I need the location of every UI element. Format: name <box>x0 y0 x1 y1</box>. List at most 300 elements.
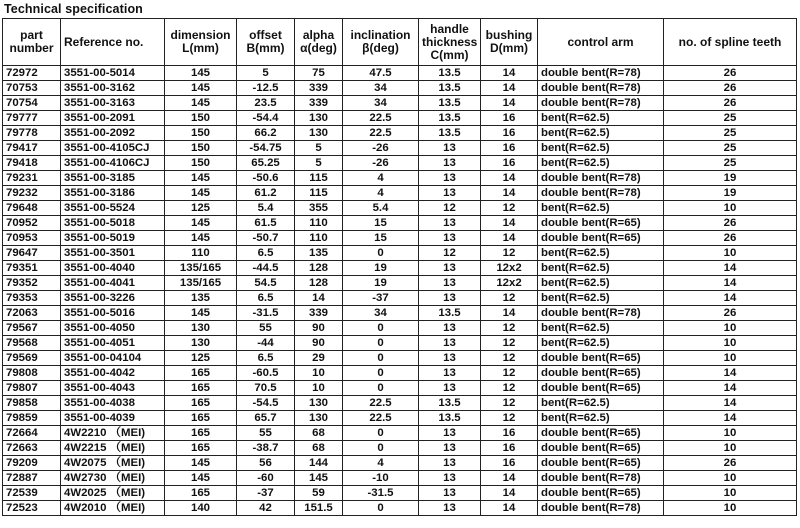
cell-dimension: 145 <box>165 81 237 96</box>
table-row <box>3 501 797 516</box>
cell-dimension: 135/165 <box>165 276 237 291</box>
cell-reference-no: 3551-00-5018 <box>61 216 165 231</box>
cell-alpha: 115 <box>295 186 343 201</box>
cell-control-arm: double bent(R=78) <box>538 471 664 486</box>
cell-inclination: 19 <box>343 261 419 276</box>
cell-dimension: 145 <box>165 216 237 231</box>
cell-alpha: 110 <box>295 231 343 246</box>
cell-inclination: 0 <box>343 426 419 441</box>
table-row <box>3 426 797 441</box>
cell-bushing: 14 <box>481 81 538 96</box>
cell-part-number: 79351 <box>3 261 61 276</box>
cell-alpha: 144 <box>295 456 343 471</box>
header-inclination: inclination β(deg) <box>343 19 419 66</box>
cell-handle-thickness: 13 <box>419 426 481 441</box>
cell-handle-thickness: 13 <box>419 381 481 396</box>
cell-part-number: 70753 <box>3 81 61 96</box>
cell-inclination: 0 <box>343 381 419 396</box>
cell-alpha: 110 <box>295 216 343 231</box>
table-row <box>3 276 797 291</box>
cell-offset: 5 <box>237 66 295 81</box>
header-spline-teeth: no. of spline teeth <box>664 19 797 66</box>
header-alpha: alpha α(deg) <box>295 19 343 66</box>
cell-bushing: 12 <box>481 246 538 261</box>
cell-reference-no: 3551-00-04104 <box>61 351 165 366</box>
cell-reference-no: 3551-00-2092 <box>61 126 165 141</box>
cell-inclination: 0 <box>343 336 419 351</box>
cell-reference-no: 3551-00-3226 <box>61 291 165 306</box>
cell-part-number: 79209 <box>3 456 61 471</box>
cell-offset: -54.4 <box>237 111 295 126</box>
cell-reference-no: 3551-00-3163 <box>61 96 165 111</box>
cell-reference-no: 3551-00-3162 <box>61 81 165 96</box>
cell-reference-no: 3551-00-5014 <box>61 66 165 81</box>
cell-spline-teeth: 25 <box>664 156 797 171</box>
cell-spline-teeth: 26 <box>664 231 797 246</box>
cell-control-arm: double bent(R=78) <box>538 66 664 81</box>
cell-offset: 61.2 <box>237 186 295 201</box>
cell-dimension: 145 <box>165 471 237 486</box>
table-row <box>3 366 797 381</box>
cell-handle-thickness: 13 <box>419 471 481 486</box>
cell-reference-no: 4W2730 （MEI) <box>61 471 165 486</box>
cell-bushing: 16 <box>481 111 538 126</box>
cell-spline-teeth: 25 <box>664 111 797 126</box>
cell-spline-teeth: 10 <box>664 321 797 336</box>
cell-reference-no: 3551-00-3185 <box>61 171 165 186</box>
table-row <box>3 306 797 321</box>
cell-handle-thickness: 12 <box>419 246 481 261</box>
cell-handle-thickness: 13 <box>419 216 481 231</box>
table-row <box>3 486 797 501</box>
cell-dimension: 165 <box>165 381 237 396</box>
cell-handle-thickness: 13.5 <box>419 411 481 426</box>
cell-spline-teeth: 14 <box>664 276 797 291</box>
cell-offset: -31.5 <box>237 306 295 321</box>
cell-dimension: 165 <box>165 396 237 411</box>
cell-bushing: 12x2 <box>481 276 538 291</box>
cell-inclination: 0 <box>343 366 419 381</box>
cell-bushing: 12 <box>481 366 538 381</box>
cell-offset: 61.5 <box>237 216 295 231</box>
cell-spline-teeth: 10 <box>664 471 797 486</box>
cell-alpha: 339 <box>295 96 343 111</box>
cell-handle-thickness: 13.5 <box>419 306 481 321</box>
cell-inclination: 22.5 <box>343 126 419 141</box>
cell-bushing: 14 <box>481 306 538 321</box>
cell-offset: 5.4 <box>237 201 295 216</box>
cell-handle-thickness: 13.5 <box>419 96 481 111</box>
cell-offset: -60 <box>237 471 295 486</box>
cell-control-arm: bent(R=62.5) <box>538 201 664 216</box>
cell-reference-no: 3551-00-4050 <box>61 321 165 336</box>
cell-part-number: 79777 <box>3 111 61 126</box>
cell-spline-teeth: 19 <box>664 171 797 186</box>
cell-offset: 55 <box>237 426 295 441</box>
cell-control-arm: bent(R=62.5) <box>538 321 664 336</box>
cell-inclination: 22.5 <box>343 411 419 426</box>
cell-spline-teeth: 14 <box>664 366 797 381</box>
cell-bushing: 16 <box>481 426 538 441</box>
cell-spline-teeth: 25 <box>664 126 797 141</box>
cell-bushing: 16 <box>481 456 538 471</box>
cell-part-number: 70953 <box>3 231 61 246</box>
cell-reference-no: 3551-00-4043 <box>61 381 165 396</box>
cell-inclination: 0 <box>343 441 419 456</box>
cell-inclination: -26 <box>343 156 419 171</box>
cell-offset: 66.2 <box>237 126 295 141</box>
cell-inclination: 4 <box>343 171 419 186</box>
cell-bushing: 12 <box>481 396 538 411</box>
cell-spline-teeth: 14 <box>664 396 797 411</box>
table-row <box>3 216 797 231</box>
cell-spline-teeth: 10 <box>664 501 797 516</box>
cell-spline-teeth: 26 <box>664 456 797 471</box>
cell-inclination: 47.5 <box>343 66 419 81</box>
table-body <box>3 66 797 516</box>
cell-alpha: 130 <box>295 396 343 411</box>
cell-control-arm: bent(R=62.5) <box>538 396 664 411</box>
cell-control-arm: bent(R=62.5) <box>538 276 664 291</box>
cell-spline-teeth: 14 <box>664 411 797 426</box>
cell-bushing: 16 <box>481 441 538 456</box>
cell-reference-no: 3551-00-4041 <box>61 276 165 291</box>
cell-control-arm: bent(R=62.5) <box>538 261 664 276</box>
cell-control-arm: double bent(R=65) <box>538 366 664 381</box>
cell-bushing: 14 <box>481 471 538 486</box>
cell-handle-thickness: 13 <box>419 171 481 186</box>
cell-offset: -60.5 <box>237 366 295 381</box>
cell-spline-teeth: 10 <box>664 201 797 216</box>
cell-inclination: -10 <box>343 471 419 486</box>
cell-dimension: 165 <box>165 441 237 456</box>
cell-dimension: 135 <box>165 291 237 306</box>
table-row <box>3 231 797 246</box>
cell-control-arm: double bent(R=65) <box>538 216 664 231</box>
cell-reference-no: 3551-00-4051 <box>61 336 165 351</box>
cell-reference-no: 3551-00-5016 <box>61 306 165 321</box>
cell-offset: 54.5 <box>237 276 295 291</box>
cell-spline-teeth: 26 <box>664 306 797 321</box>
cell-bushing: 12x2 <box>481 261 538 276</box>
table-row <box>3 201 797 216</box>
table-row <box>3 411 797 426</box>
cell-part-number: 79648 <box>3 201 61 216</box>
cell-bushing: 16 <box>481 141 538 156</box>
cell-inclination: 0 <box>343 351 419 366</box>
cell-offset: -50.6 <box>237 171 295 186</box>
header-bushing: bushing D(mm) <box>481 19 538 66</box>
cell-reference-no: 4W2210 （MEI) <box>61 426 165 441</box>
header-row <box>3 19 797 66</box>
cell-part-number: 79808 <box>3 366 61 381</box>
cell-bushing: 12 <box>481 201 538 216</box>
cell-inclination: 15 <box>343 231 419 246</box>
cell-alpha: 130 <box>295 411 343 426</box>
cell-inclination: 5.4 <box>343 201 419 216</box>
cell-bushing: 14 <box>481 216 538 231</box>
header-part-number: part number <box>3 19 61 66</box>
cell-spline-teeth: 10 <box>664 336 797 351</box>
table-row <box>3 81 797 96</box>
cell-inclination: 34 <box>343 306 419 321</box>
cell-reference-no: 4W2010 （MEI) <box>61 501 165 516</box>
cell-part-number: 79778 <box>3 126 61 141</box>
cell-control-arm: bent(R=62.5) <box>538 336 664 351</box>
cell-offset: 56 <box>237 456 295 471</box>
table-row <box>3 351 797 366</box>
cell-handle-thickness: 13.5 <box>419 66 481 81</box>
header-offset: offset B(mm) <box>237 19 295 66</box>
cell-part-number: 79418 <box>3 156 61 171</box>
table-row <box>3 291 797 306</box>
cell-handle-thickness: 13.5 <box>419 126 481 141</box>
table-row <box>3 396 797 411</box>
cell-handle-thickness: 13.5 <box>419 111 481 126</box>
table-row <box>3 471 797 486</box>
header-dimension: dimension L(mm) <box>165 19 237 66</box>
cell-handle-thickness: 13.5 <box>419 81 481 96</box>
cell-handle-thickness: 12 <box>419 201 481 216</box>
cell-part-number: 79231 <box>3 171 61 186</box>
cell-control-arm: double bent(R=65) <box>538 456 664 471</box>
cell-part-number: 72063 <box>3 306 61 321</box>
cell-dimension: 130 <box>165 336 237 351</box>
cell-inclination: -37 <box>343 291 419 306</box>
cell-reference-no: 3551-00-4042 <box>61 366 165 381</box>
cell-handle-thickness: 13 <box>419 186 481 201</box>
cell-control-arm: double bent(R=65) <box>538 351 664 366</box>
cell-inclination: 22.5 <box>343 396 419 411</box>
cell-handle-thickness: 13 <box>419 336 481 351</box>
cell-part-number: 72539 <box>3 486 61 501</box>
cell-control-arm: double bent(R=65) <box>538 381 664 396</box>
cell-offset: 42 <box>237 501 295 516</box>
cell-control-arm: double bent(R=78) <box>538 501 664 516</box>
cell-bushing: 16 <box>481 126 538 141</box>
header-handle-thickness: handle thickness C(mm) <box>419 19 481 66</box>
cell-spline-teeth: 10 <box>664 351 797 366</box>
cell-spline-teeth: 14 <box>664 381 797 396</box>
table-row <box>3 156 797 171</box>
cell-offset: 6.5 <box>237 291 295 306</box>
cell-reference-no: 3551-00-4105CJ <box>61 141 165 156</box>
cell-inclination: -31.5 <box>343 486 419 501</box>
cell-bushing: 14 <box>481 231 538 246</box>
cell-handle-thickness: 13 <box>419 501 481 516</box>
cell-handle-thickness: 13 <box>419 456 481 471</box>
cell-control-arm: double bent(R=65) <box>538 486 664 501</box>
cell-offset: 55 <box>237 321 295 336</box>
table-row <box>3 171 797 186</box>
cell-part-number: 79417 <box>3 141 61 156</box>
cell-reference-no: 3551-00-4040 <box>61 261 165 276</box>
cell-offset: -38.7 <box>237 441 295 456</box>
cell-reference-no: 3551-00-4038 <box>61 396 165 411</box>
cell-part-number: 79647 <box>3 246 61 261</box>
cell-alpha: 128 <box>295 261 343 276</box>
cell-alpha: 339 <box>295 306 343 321</box>
cell-dimension: 165 <box>165 366 237 381</box>
cell-handle-thickness: 13 <box>419 141 481 156</box>
cell-offset: -54.5 <box>237 396 295 411</box>
cell-handle-thickness: 13 <box>419 366 481 381</box>
cell-alpha: 14 <box>295 291 343 306</box>
cell-inclination: 0 <box>343 501 419 516</box>
cell-dimension: 135/165 <box>165 261 237 276</box>
cell-inclination: 34 <box>343 81 419 96</box>
cell-spline-teeth: 26 <box>664 66 797 81</box>
cell-spline-teeth: 26 <box>664 96 797 111</box>
table-row <box>3 126 797 141</box>
cell-reference-no: 3551-00-5524 <box>61 201 165 216</box>
cell-dimension: 110 <box>165 246 237 261</box>
table-row <box>3 96 797 111</box>
cell-control-arm: double bent(R=78) <box>538 306 664 321</box>
cell-handle-thickness: 13 <box>419 486 481 501</box>
cell-control-arm: double bent(R=65) <box>538 426 664 441</box>
cell-inclination: 34 <box>343 96 419 111</box>
cell-inclination: -26 <box>343 141 419 156</box>
table-row <box>3 336 797 351</box>
table-row <box>3 261 797 276</box>
cell-bushing: 14 <box>481 96 538 111</box>
cell-offset: 6.5 <box>237 351 295 366</box>
cell-inclination: 22.5 <box>343 111 419 126</box>
cell-handle-thickness: 13 <box>419 156 481 171</box>
cell-alpha: 5 <box>295 141 343 156</box>
cell-alpha: 68 <box>295 441 343 456</box>
cell-bushing: 12 <box>481 351 538 366</box>
cell-offset: -12.5 <box>237 81 295 96</box>
cell-dimension: 130 <box>165 321 237 336</box>
table-row <box>3 246 797 261</box>
cell-alpha: 151.5 <box>295 501 343 516</box>
cell-part-number: 79232 <box>3 186 61 201</box>
cell-inclination: 0 <box>343 246 419 261</box>
cell-dimension: 125 <box>165 201 237 216</box>
cell-bushing: 14 <box>481 171 538 186</box>
spec-table <box>2 18 797 516</box>
cell-spline-teeth: 10 <box>664 426 797 441</box>
cell-reference-no: 3551-00-3501 <box>61 246 165 261</box>
table-row <box>3 321 797 336</box>
table-row <box>3 186 797 201</box>
cell-spline-teeth: 10 <box>664 441 797 456</box>
cell-spline-teeth: 25 <box>664 141 797 156</box>
cell-control-arm: double bent(R=78) <box>538 96 664 111</box>
table-row <box>3 381 797 396</box>
cell-control-arm: bent(R=62.5) <box>538 111 664 126</box>
cell-offset: 70.5 <box>237 381 295 396</box>
cell-control-arm: double bent(R=65) <box>538 231 664 246</box>
cell-part-number: 79859 <box>3 411 61 426</box>
cell-dimension: 145 <box>165 66 237 81</box>
cell-dimension: 145 <box>165 306 237 321</box>
cell-part-number: 72523 <box>3 501 61 516</box>
cell-alpha: 29 <box>295 351 343 366</box>
cell-control-arm: double bent(R=78) <box>538 186 664 201</box>
cell-alpha: 130 <box>295 111 343 126</box>
cell-spline-teeth: 14 <box>664 291 797 306</box>
cell-inclination: 15 <box>343 216 419 231</box>
cell-inclination: 0 <box>343 321 419 336</box>
cell-spline-teeth: 14 <box>664 261 797 276</box>
cell-control-arm: double bent(R=78) <box>538 81 664 96</box>
cell-dimension: 165 <box>165 426 237 441</box>
cell-alpha: 90 <box>295 321 343 336</box>
cell-alpha: 75 <box>295 66 343 81</box>
cell-offset: -44.5 <box>237 261 295 276</box>
cell-part-number: 79568 <box>3 336 61 351</box>
cell-bushing: 14 <box>481 186 538 201</box>
cell-bushing: 16 <box>481 156 538 171</box>
cell-bushing: 12 <box>481 336 538 351</box>
cell-reference-no: 3551-00-2091 <box>61 111 165 126</box>
cell-offset: 65.25 <box>237 156 295 171</box>
cell-control-arm: bent(R=62.5) <box>538 411 664 426</box>
cell-part-number: 79567 <box>3 321 61 336</box>
cell-offset: -54.75 <box>237 141 295 156</box>
cell-part-number: 70952 <box>3 216 61 231</box>
cell-handle-thickness: 13 <box>419 291 481 306</box>
cell-bushing: 14 <box>481 501 538 516</box>
cell-alpha: 68 <box>295 426 343 441</box>
cell-reference-no: 4W2075 （MEI) <box>61 456 165 471</box>
cell-control-arm: bent(R=62.5) <box>538 246 664 261</box>
cell-alpha: 339 <box>295 81 343 96</box>
cell-part-number: 70754 <box>3 96 61 111</box>
cell-dimension: 150 <box>165 111 237 126</box>
cell-control-arm: bent(R=62.5) <box>538 141 664 156</box>
cell-bushing: 12 <box>481 381 538 396</box>
cell-dimension: 145 <box>165 186 237 201</box>
table-row <box>3 141 797 156</box>
cell-reference-no: 4W2215 （MEI) <box>61 441 165 456</box>
cell-part-number: 72663 <box>3 441 61 456</box>
page-title: Technical specification <box>4 2 143 16</box>
cell-alpha: 128 <box>295 276 343 291</box>
cell-handle-thickness: 13 <box>419 261 481 276</box>
cell-dimension: 165 <box>165 486 237 501</box>
cell-offset: -44 <box>237 336 295 351</box>
cell-spline-teeth: 10 <box>664 246 797 261</box>
cell-alpha: 90 <box>295 336 343 351</box>
cell-bushing: 12 <box>481 321 538 336</box>
cell-alpha: 10 <box>295 366 343 381</box>
cell-spline-teeth: 10 <box>664 486 797 501</box>
cell-dimension: 165 <box>165 411 237 426</box>
cell-dimension: 150 <box>165 141 237 156</box>
cell-spline-teeth: 26 <box>664 216 797 231</box>
cell-handle-thickness: 13 <box>419 321 481 336</box>
cell-part-number: 72972 <box>3 66 61 81</box>
cell-part-number: 72664 <box>3 426 61 441</box>
table-row <box>3 111 797 126</box>
cell-dimension: 125 <box>165 351 237 366</box>
cell-offset: 65.7 <box>237 411 295 426</box>
cell-dimension: 150 <box>165 126 237 141</box>
cell-alpha: 355 <box>295 201 343 216</box>
cell-control-arm: double bent(R=65) <box>538 441 664 456</box>
cell-part-number: 79353 <box>3 291 61 306</box>
cell-dimension: 145 <box>165 171 237 186</box>
cell-handle-thickness: 13 <box>419 441 481 456</box>
cell-bushing: 12 <box>481 291 538 306</box>
cell-reference-no: 4W2025 （MEI) <box>61 486 165 501</box>
cell-control-arm: bent(R=62.5) <box>538 291 664 306</box>
cell-reference-no: 3551-00-4039 <box>61 411 165 426</box>
